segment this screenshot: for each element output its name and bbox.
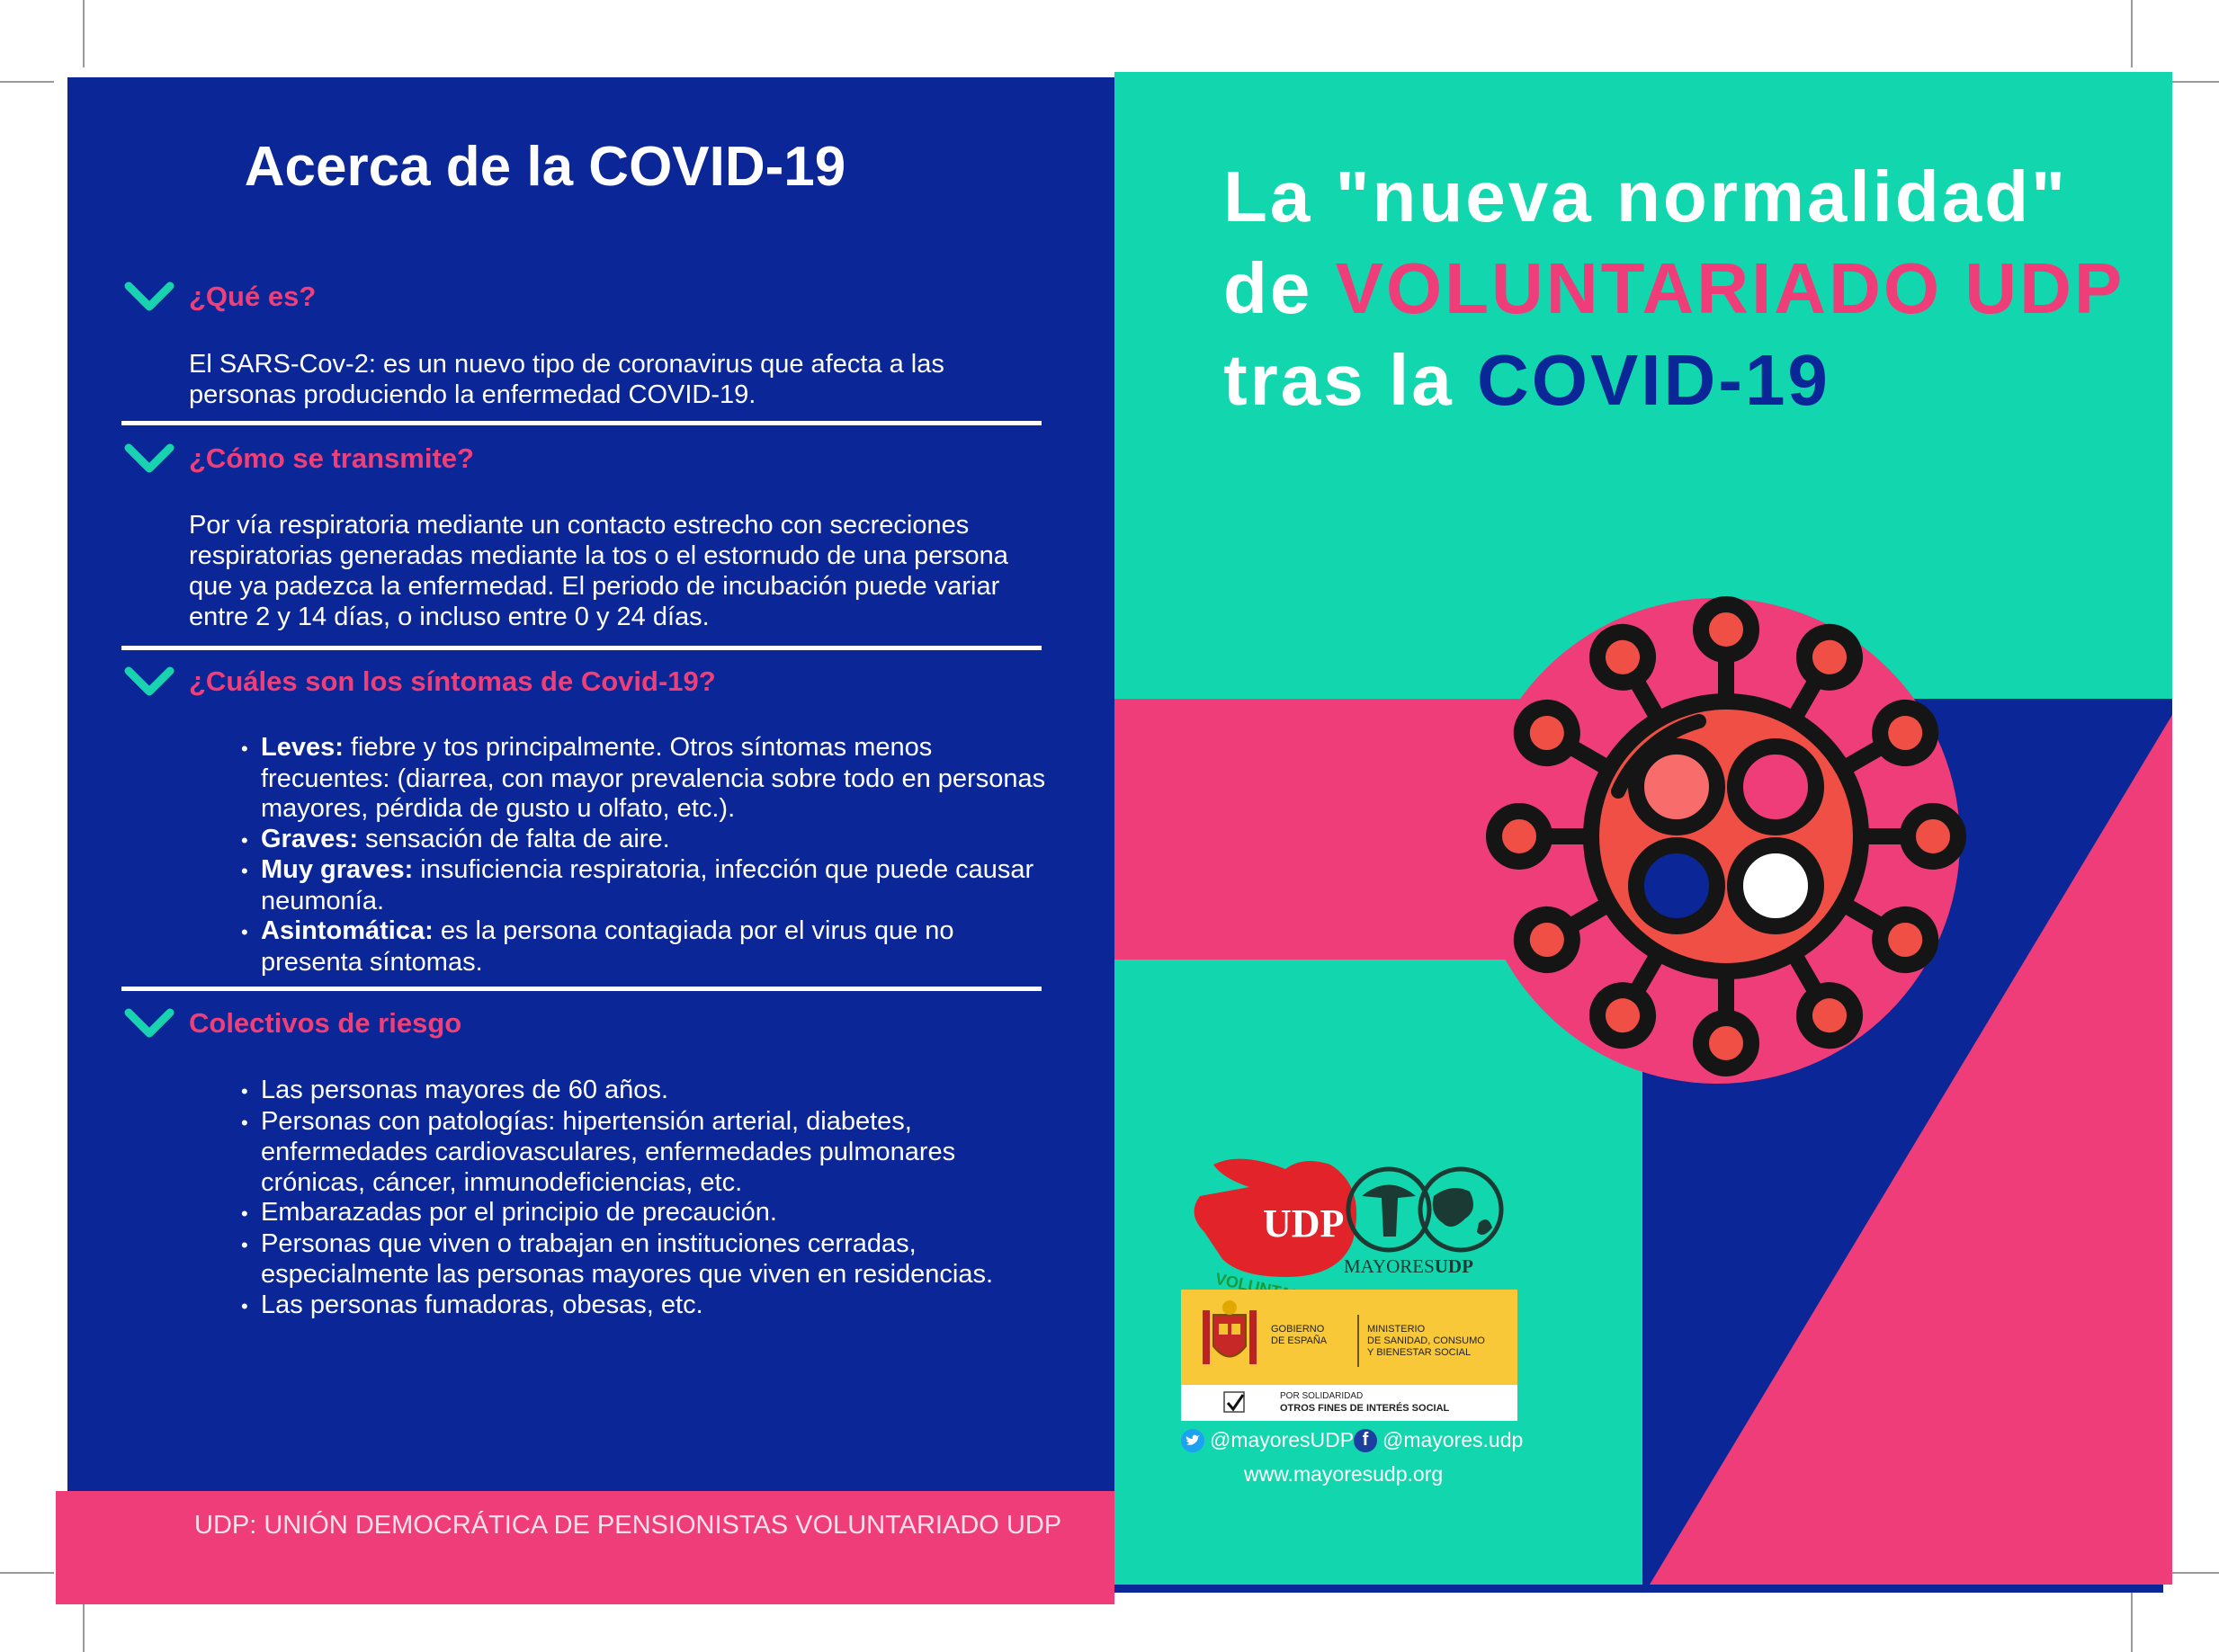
list-item-term: Muy graves: — [261, 855, 414, 884]
list-item: • Personas que viven o trabajan en instituciones cerradas, especialmente las personas mayores que viven en residencias. — [241, 1229, 1051, 1290]
list-item — [241, 733, 1051, 825]
udp-badge-text: UDP — [1263, 1201, 1345, 1246]
list-item-term: Asintomática: — [261, 916, 434, 945]
por-solidaridad-text: POR SOLIDARIDAD — [1280, 1391, 1364, 1401]
headline-highlight-voluntariado: VOLUNTARIADO UDP — [1335, 248, 2125, 328]
list-item-term: Leves: — [261, 733, 344, 762]
section-heading: ¿Cómo se transmite? — [189, 442, 474, 474]
twitter-icon — [1181, 1429, 1204, 1452]
list-item-text: es la persona contagiada por el virus que no presenta síntomas. — [261, 916, 954, 977]
globe-icon — [1433, 1188, 1492, 1235]
headline-line-2: de — [1223, 248, 1336, 328]
crop-mark — [83, 0, 85, 67]
solidaridad-band — [1181, 1385, 1517, 1421]
footer-bar — [56, 1491, 1114, 1604]
mayores-logo — [1344, 1169, 1501, 1277]
gobierno-text — [1271, 1324, 1327, 1347]
list-item: • Embarazadas por el principio de precaución. — [241, 1198, 1051, 1229]
gobierno-line: GOBIERNO — [1271, 1324, 1325, 1335]
ministerio-line: DE SANIDAD, CONSUMO — [1367, 1335, 1485, 1346]
government-band — [1181, 1290, 1517, 1385]
page-title: Acerca de la COVID-19 — [244, 136, 846, 198]
check-chevron-icon — [124, 441, 174, 477]
crop-mark — [2168, 1572, 2219, 1574]
tree-icon — [1362, 1185, 1416, 1237]
gobierno-line: DE ESPAÑA — [1271, 1335, 1328, 1346]
crop-mark — [2131, 1590, 2133, 1652]
list-item: • Las personas fumadoras, obesas, etc. — [241, 1290, 1051, 1322]
risk-groups-list — [241, 1076, 1051, 1321]
facebook-handle[interactable] — [1354, 1428, 1523, 1452]
headline-line-3: tras la — [1223, 340, 1477, 420]
crop-mark — [0, 81, 54, 83]
coat-of-arms-icon — [1194, 1297, 1266, 1378]
crop-mark — [2168, 81, 2219, 83]
section-text: El SARS-Cov-2: es un nuevo tipo de coronavirus que afecta a las personas produciendo la enfermedad COVID-19. — [189, 350, 944, 409]
footer-text: UDP: UNIÓN DEMOCRÁTICA DE PENSIONISTAS VOLUNTARIADO UDP — [194, 1511, 1062, 1540]
section-header-que-es — [124, 279, 316, 315]
twitter-handle[interactable] — [1181, 1428, 1354, 1452]
headline-line-1: La "nueva normalidad" — [1223, 156, 2069, 237]
facebook-icon: f — [1354, 1429, 1377, 1452]
list-item — [241, 825, 1051, 856]
headline-highlight-covid: COVID-19 — [1476, 340, 1830, 420]
divider — [121, 646, 1042, 650]
twitter-text: @mayoresUDP — [1210, 1428, 1355, 1451]
divider — [1357, 1315, 1359, 1367]
website-link[interactable] — [1244, 1462, 1443, 1487]
ministerio-line: Y BIENESTAR SOCIAL — [1367, 1347, 1472, 1358]
list-item — [241, 855, 1051, 916]
list-item-text: fiebre y tos principalmente. Otros síntomas menos frecuentes: (diarrea, con mayor prevalencia sobre todo en personas mayores, pérdida de gusto u olfato, etc.). — [261, 733, 1046, 823]
list-item-text: sensación de falta de aire. — [358, 824, 670, 853]
divider — [121, 421, 1042, 425]
website-text: www.mayoresudp.org — [1244, 1462, 1444, 1486]
mayores-text: MAYORESUDP — [1344, 1255, 1473, 1277]
otros-fines-text: OTROS FINES DE INTERÉS SOCIAL — [1280, 1403, 1450, 1414]
list-item — [241, 916, 1051, 978]
list-item: • Las personas mayores de 60 años. — [241, 1076, 1051, 1107]
section-heading: ¿Qué es? — [189, 281, 317, 312]
section-heading: Colectivos de riesgo — [189, 1007, 462, 1039]
check-chevron-icon — [124, 279, 174, 315]
section-header-transmision — [124, 441, 474, 477]
crop-mark — [2131, 0, 2133, 67]
bottom-rule — [1114, 1585, 2163, 1593]
divider — [121, 987, 1042, 991]
checkbox-icon — [1221, 1389, 1248, 1416]
section-heading: ¿Cuáles son los síntomas de Covid-19? — [189, 665, 716, 697]
headline — [1223, 151, 2125, 426]
section-text: Por vía respiratoria mediante un contacto estrecho con secreciones respiratorias generadas mediante la tos o el estornudo de una persona que ya padezca la enfermedad. El periodo de incubación puede variar entre 2 y 14 días, o incluso entre 0 y 24 días. — [189, 511, 1008, 631]
facebook-text: @mayores.udp — [1382, 1428, 1524, 1451]
list-item-text: insuficiencia respiratoria, infección que puede causar neumonía. — [261, 855, 1034, 915]
section-header-sintomas — [124, 664, 716, 700]
government-sponsor-logo — [1181, 1290, 1517, 1421]
check-chevron-icon — [124, 1005, 174, 1041]
list-item: • Personas con patologías: hipertensión arterial, diabetes, enfermedades cardiovasculares, enfermedades pulmonares crónicas, cáncer, inmunodeficiencias, etc. — [241, 1107, 1051, 1199]
section-header-riesgo — [124, 1005, 461, 1041]
symptoms-list — [241, 733, 1051, 978]
ministerio-line: MINISTERIO — [1367, 1324, 1426, 1335]
check-chevron-icon — [124, 664, 174, 700]
ministerio-text — [1367, 1324, 1485, 1359]
crop-mark — [0, 1572, 54, 1574]
list-item-term: Graves: — [261, 824, 359, 853]
